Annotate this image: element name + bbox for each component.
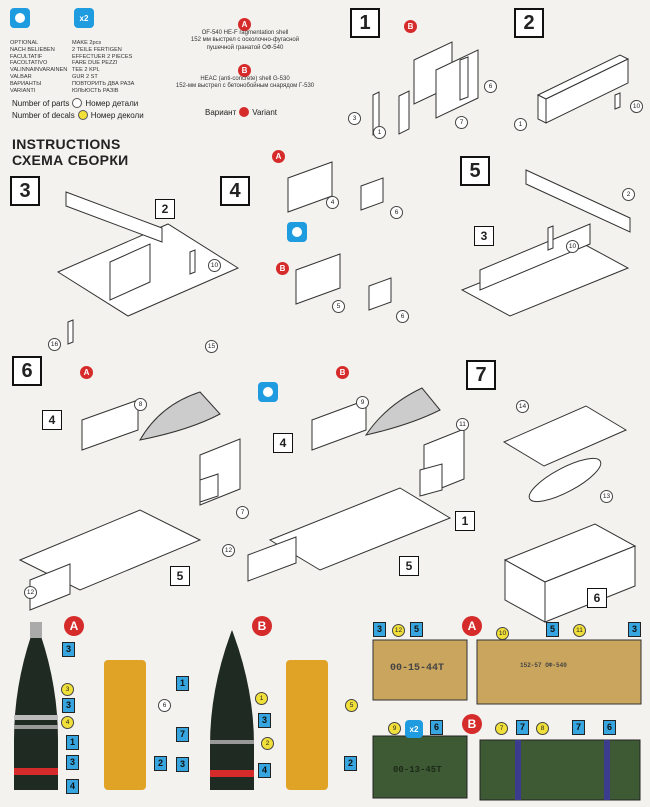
variant-b-text: HEAC (anti-concrete) shell G-530 152-мм выстрел с бетонобойным снарядом Г-530 [175,76,315,90]
boxB-badge: B [462,714,482,734]
legend-list: OPTIONAL MAKE 2pcs NACH BELIEBEN 2 TEILE FERTIGEN FACULTATIF EFFECTUER 2 PIECES FACOLTATIVO FARE DUE PEZZI VALINNAINVARAINEN TEE 2 KPL VALBAR GUR 2 ST ВАРИАНТЫ ПОВТОРИТЬ ДВА РАЗА VARIANTI ЮЛЬЮСТЬ РАЗІВ [10,40,135,94]
step-7: 7 [466,360,496,390]
part-box: 1 [455,511,475,531]
title-ru: СХЕМА СБОРКИ [12,152,129,168]
step-3: 3 [10,176,40,206]
step-5: 5 [460,156,490,186]
part-box: 4 [273,433,293,453]
part-number: 1 [514,118,527,131]
decal-yellow: 3 [61,683,74,696]
step-6: 6 [12,356,42,386]
part-number: 13 [600,490,613,503]
decal-blue: 4 [66,779,79,794]
decal-yellow: 2 [261,737,274,750]
stencil-b: 152-57 ОФ-540 [520,662,567,669]
part-box: 5 [170,566,190,586]
decal-blue: 2 [154,756,167,771]
step1-badge: B [404,16,417,34]
part-number: 11 [456,418,469,431]
part-number: 6 [484,80,497,93]
decal-blue: 3 [176,757,189,772]
part-box: 5 [399,556,419,576]
part-number: 16 [48,338,61,351]
part-box: 6 [587,588,607,608]
part-box: 4 [42,410,62,430]
step4-optional-icon [287,222,307,242]
x2-icon: x2 [405,720,423,738]
decal-blue: 3 [62,698,75,713]
step-4: 4 [220,176,250,206]
step6-optional-icon [258,382,278,402]
part-number: 8 [134,398,147,411]
part-number: 6 [390,206,403,219]
part-number: 5 [345,699,358,712]
decal-blue: 3 [66,755,79,770]
decal-blue: 6 [603,720,616,735]
part-box: 2 [155,199,175,219]
part-number: 4 [326,196,339,209]
part-number: 7 [236,506,249,519]
decal-blue: 3 [628,622,641,637]
decal-blue: 7 [176,727,189,742]
step4-badge-a: A [272,146,285,164]
part-number: 10 [208,259,221,272]
part-number: 1 [373,126,386,139]
step6-badge-a: A [80,362,93,380]
variant-a-badge: A [238,14,251,32]
decal-yellow: 7 [495,722,508,735]
title-en: INSTRUCTIONS [12,136,121,152]
decal-yellow: 11 [573,624,586,637]
shellB-badge: B [252,616,272,636]
decal-blue: 3 [373,622,386,637]
step-2: 2 [514,8,544,38]
part-number: 9 [356,396,369,409]
x2-icon: x2 [74,8,94,28]
decal-yellow: 4 [61,716,74,729]
decal-blue: 6 [430,720,443,735]
variant-legend: Вариант Variant [205,107,277,117]
optional-icon [10,8,30,28]
decal-blue: 2 [344,756,357,771]
part-number: 7 [455,116,468,129]
variant-b-badge: B [238,60,251,78]
decal-blue: 3 [62,642,75,657]
part-number: 2 [622,188,635,201]
parts-dot-icon [72,98,82,108]
decals-dot-icon [78,110,88,120]
part-box: 3 [474,226,494,246]
stencil-a: 00-15-44Т [390,663,445,674]
decal-yellow: 8 [536,722,549,735]
shellA-badge: A [64,616,84,636]
step-1: 1 [350,8,380,38]
part-number: 5 [332,300,345,313]
part-number: 3 [348,112,361,125]
part-number: 6 [396,310,409,323]
step6-badge-b: B [336,362,349,380]
decal-yellow: 1 [255,692,268,705]
part-number: 12 [222,544,235,557]
decal-blue: 4 [258,763,271,778]
decal-yellow: 10 [496,627,509,640]
decal-blue: 3 [258,713,271,728]
stencil-b-box: 00-13-45Т [393,765,442,775]
decal-blue: 7 [516,720,529,735]
part-number: 6 [158,699,171,712]
step4-badge-b: B [276,258,289,276]
part-number: 14 [516,400,529,413]
decal-blue: 7 [572,720,585,735]
variant-a-text: OF-540 HE-F ragmentation shell 152 мм выстрел с осколочно-фугасной пушечной гранатой ОФ-540 [190,30,300,51]
legend-parts: Number of parts Номер детали [12,98,139,108]
decal-blue: 1 [176,676,189,691]
decal-blue: 1 [66,735,79,750]
legend-decals: Number of decals Номер деколи [12,110,144,120]
part-number: 10 [630,100,643,113]
decal-blue: 5 [546,622,559,637]
part-number: 12 [24,586,37,599]
boxA-badge: A [462,616,482,636]
decal-yellow: 12 [392,624,405,637]
decal-yellow: 9 [388,722,401,735]
decal-blue: 5 [410,622,423,637]
part-number: 10 [566,240,579,253]
part-number: 15 [205,340,218,353]
